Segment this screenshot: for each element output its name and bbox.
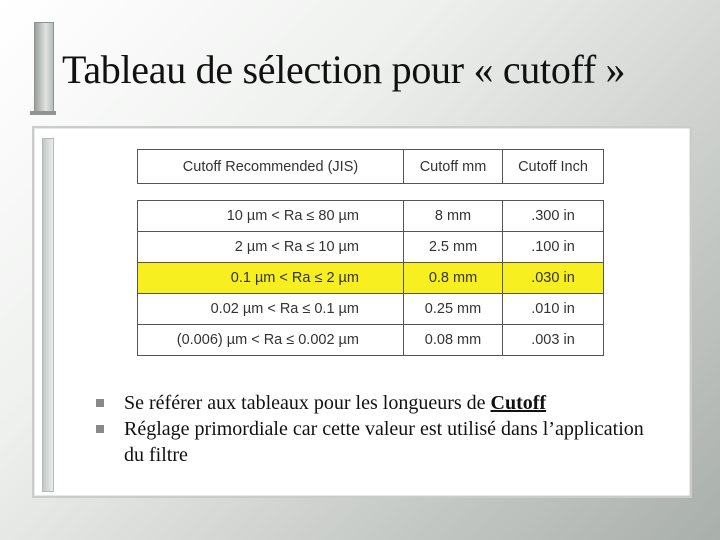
table-header-row xyxy=(138,150,604,184)
header-cutoff-mm: Cutoff mm xyxy=(404,150,503,184)
content-accent-bar xyxy=(42,138,54,492)
table-row xyxy=(138,325,604,356)
cutoff-table-body xyxy=(137,200,604,356)
table-row xyxy=(138,232,604,263)
cutoff-mm-cell: 0.08 mm xyxy=(404,325,503,356)
bullet-text: Se référer aux tableaux pour les longueurs de xyxy=(124,392,491,414)
square-bullet-icon xyxy=(96,425,104,433)
bullet-text: Réglage primordiale car cette valeur est utilisé dans l’application du filtre xyxy=(124,418,644,466)
ra-range-cell: 0.1 µm < Ra ≤ 2 µm xyxy=(138,263,404,294)
header-cutoff-recommended: Cutoff Recommended (JIS) xyxy=(138,150,404,184)
cutoff-mm-cell: 2.5 mm xyxy=(404,232,503,263)
cutoff-inch-cell: .100 in xyxy=(503,232,604,263)
table-row-highlighted xyxy=(138,263,604,294)
cutoff-inch-cell: .300 in xyxy=(503,201,604,232)
ra-range-cell: 10 µm < Ra ≤ 80 µm xyxy=(138,201,404,232)
cutoff-table xyxy=(134,147,606,367)
cutoff-emphasis: Cutoff xyxy=(490,392,547,414)
ra-range-cell: (0.006) µm < Ra ≤ 0.002 µm xyxy=(138,325,404,356)
ra-range-cell: 2 µm < Ra ≤ 10 µm xyxy=(138,232,404,263)
square-bullet-icon xyxy=(96,399,104,407)
header-cutoff-inch: Cutoff Inch xyxy=(503,150,604,184)
bullet-item xyxy=(96,390,666,416)
table-row xyxy=(138,294,604,325)
cutoff-table-header xyxy=(137,149,604,184)
cutoff-mm-cell: 8 mm xyxy=(404,201,503,232)
table-row xyxy=(138,201,604,232)
cutoff-inch-cell: .030 in xyxy=(503,263,604,294)
cutoff-inch-cell: .003 in xyxy=(503,325,604,356)
bullet-item xyxy=(96,416,666,468)
cutoff-mm-cell: 0.8 mm xyxy=(404,263,503,294)
bullet-list xyxy=(96,390,666,468)
title-accent-line xyxy=(30,111,56,115)
title-accent-bar xyxy=(34,22,54,114)
ra-range-cell: 0.02 µm < Ra ≤ 0.1 µm xyxy=(138,294,404,325)
slide-title: Tableau de sélection pour « cutoff » xyxy=(62,47,626,92)
cutoff-inch-cell: .010 in xyxy=(503,294,604,325)
cutoff-mm-cell: 0.25 mm xyxy=(404,294,503,325)
